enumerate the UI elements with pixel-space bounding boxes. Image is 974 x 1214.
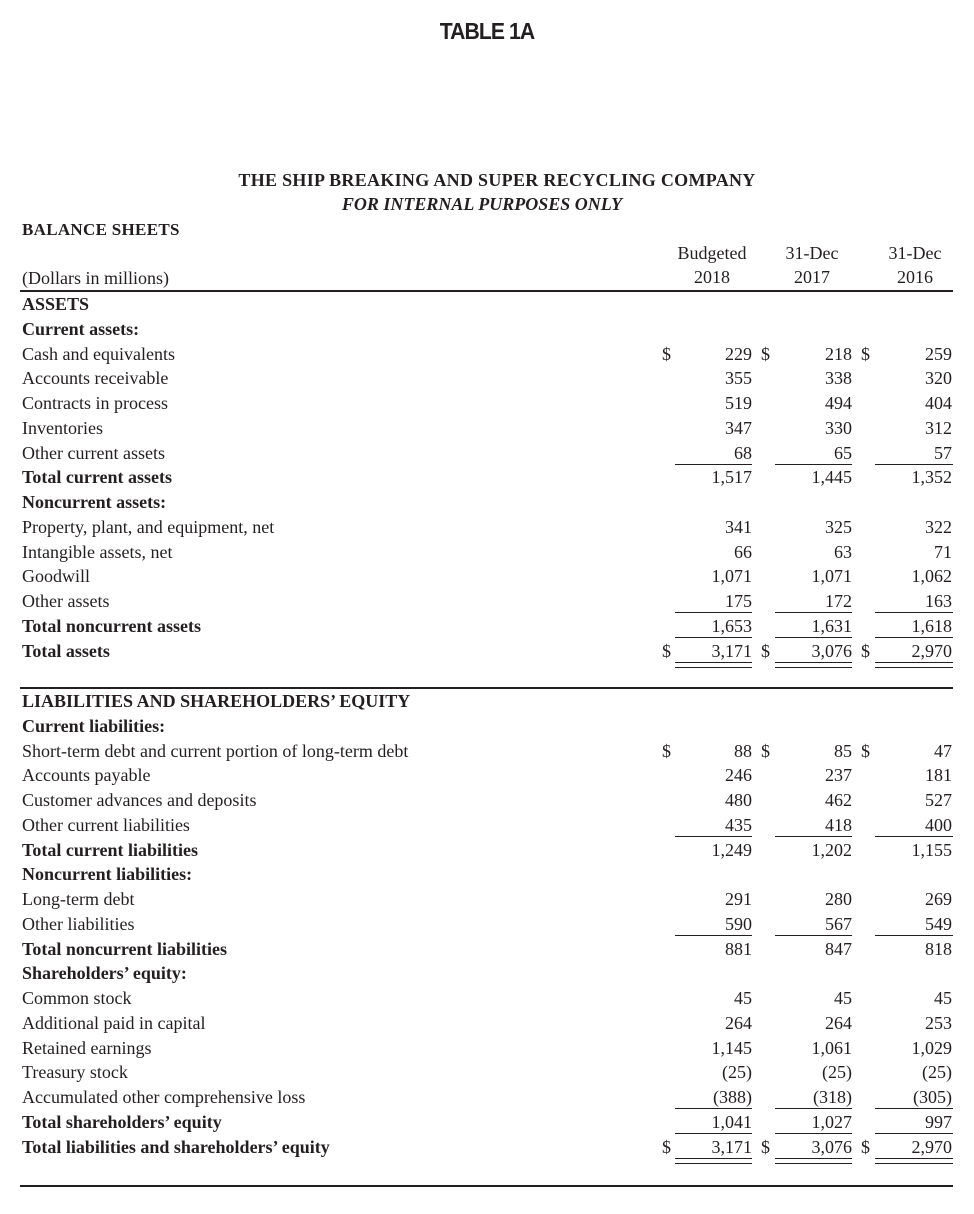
value-cell: 47	[934, 740, 952, 761]
row-label: Accumulated other comprehensive loss	[22, 1087, 306, 1107]
value-cell: 63	[834, 541, 852, 562]
double-underline	[775, 662, 852, 668]
value-cell: 325	[825, 516, 852, 537]
dollar-sign: $	[861, 640, 870, 661]
value-cell: 1,517	[711, 467, 752, 488]
value-cell: (25)	[922, 1062, 952, 1083]
value-cell: 400	[925, 814, 952, 835]
value-cell: 1,145	[711, 1037, 752, 1058]
value-cell: 1,618	[911, 615, 952, 636]
value-cell: 1,631	[811, 615, 852, 636]
table-row-contracts-in-process	[22, 391, 953, 415]
value-cell: 2,970	[911, 640, 952, 661]
table-row-noncurrent-assets	[22, 490, 953, 514]
table-row-current-assets	[22, 317, 953, 341]
value-cell: 404	[925, 393, 952, 413]
row-label: Accounts payable	[22, 765, 151, 786]
table-row-additional-paid-in-capital	[22, 1011, 953, 1035]
value-cell: 3,171	[711, 640, 752, 661]
column-header-line2: 2018	[694, 267, 730, 287]
value-cell: 1,027	[811, 1111, 852, 1132]
value-cell: 237	[825, 765, 852, 786]
table-row-inventories	[22, 416, 953, 440]
row-label: Other assets	[22, 591, 110, 611]
double-underline	[875, 1158, 953, 1164]
bottom-rule	[20, 1185, 953, 1187]
value-cell: 3,076	[811, 640, 852, 661]
table-row-goodwill	[22, 564, 953, 588]
table-row-total-current-liabilities	[22, 838, 953, 862]
value-cell: 229	[725, 343, 752, 364]
table-row-shareholders-equity	[22, 961, 953, 985]
table-row-current-liabilities	[22, 714, 953, 738]
table-row-cash-and-equivalents	[22, 342, 953, 366]
value-cell: 1,352	[911, 467, 952, 488]
purpose-note: FOR INTERNAL PURPOSES ONLY	[341, 194, 623, 214]
value-cell: 45	[934, 988, 952, 1008]
row-label: Total current liabilities	[22, 839, 199, 860]
table-row-other-liabilities	[22, 912, 953, 936]
row-label: Additional paid in capital	[22, 1012, 206, 1033]
value-cell: 1,249	[711, 839, 752, 860]
row-label: Total liabilities and shareholders’ equity	[22, 1136, 330, 1157]
table-row-intangible-assets-net	[22, 540, 953, 564]
column-header-line1: Budgeted	[677, 243, 747, 263]
value-cell: 264	[725, 1012, 752, 1033]
value-cell: 3,171	[711, 1136, 752, 1157]
value-cell: 847	[825, 938, 852, 959]
column-header-budgeted-2018	[657, 241, 767, 289]
value-cell: 1,041	[711, 1111, 752, 1132]
double-underline	[875, 662, 953, 668]
value-cell: 320	[925, 368, 952, 389]
table-row-retained-earnings	[22, 1036, 953, 1060]
units-label: (Dollars in millions)	[22, 268, 169, 288]
table-row-accumulated-other-comprehensive-loss	[22, 1085, 953, 1109]
row-label: Cash and equivalents	[22, 343, 175, 364]
value-cell: 218	[825, 343, 852, 364]
table-row-property-plant-and-equipment-net	[22, 515, 953, 539]
value-cell: 269	[925, 889, 952, 909]
dollar-sign: $	[761, 740, 770, 761]
table-title: TABLE 1A	[439, 18, 535, 44]
value-cell: 280	[825, 889, 852, 909]
value-cell: (25)	[722, 1062, 752, 1083]
double-underline	[675, 662, 752, 668]
value-cell: 330	[825, 417, 852, 438]
row-label: Goodwill	[22, 566, 91, 587]
row-label: Total assets	[22, 640, 110, 661]
dollar-sign: $	[761, 1136, 770, 1157]
column-header-line1: 31-Dec	[785, 243, 839, 263]
value-cell: 997	[925, 1111, 952, 1132]
value-cell: 253	[925, 1012, 952, 1033]
dollar-sign: $	[761, 640, 770, 661]
value-cell: (388)	[713, 1087, 752, 1107]
value-cell: 590	[725, 913, 752, 934]
row-label: Property, plant, and equipment, net	[22, 516, 275, 537]
dollar-sign: $	[662, 740, 671, 761]
row-label: Total noncurrent assets	[22, 615, 202, 636]
column-header-line2: 2017	[794, 267, 830, 287]
dollar-sign: $	[861, 740, 870, 761]
row-label: Inventories	[22, 417, 103, 438]
row-label: Current liabilities:	[22, 715, 166, 736]
row-label: Customer advances and deposits	[22, 790, 257, 810]
value-cell: 1,071	[811, 566, 852, 587]
value-cell: 181	[925, 765, 952, 786]
value-cell: 881	[725, 938, 752, 959]
value-cell: 480	[725, 790, 752, 810]
value-cell: 312	[925, 417, 952, 438]
value-cell: 1,029	[911, 1037, 952, 1058]
value-cell: 418	[825, 814, 852, 835]
table-row-long-term-debt	[22, 887, 953, 911]
dollar-sign: $	[662, 640, 671, 661]
value-cell: 88	[734, 740, 752, 761]
table-row-accounts-payable	[22, 763, 953, 787]
value-cell: 45	[734, 988, 752, 1008]
value-cell: 494	[825, 393, 852, 413]
value-cell: 291	[725, 889, 752, 909]
value-cell: 3,076	[811, 1136, 852, 1157]
column-header-2016	[860, 241, 970, 289]
value-cell: 71	[934, 541, 952, 562]
value-cell: 1,202	[811, 839, 852, 860]
dollar-sign: $	[861, 343, 870, 364]
value-cell: 519	[725, 393, 752, 413]
row-label: Other liabilities	[22, 913, 135, 934]
row-label: Noncurrent liabilities:	[22, 864, 193, 885]
column-header-2017	[757, 241, 867, 289]
row-label: Total noncurrent liabilities	[22, 938, 228, 959]
row-label: Treasury stock	[22, 1062, 128, 1083]
column-header-line1: 31-Dec	[888, 243, 942, 263]
value-cell: 1,653	[711, 615, 752, 636]
table-row-short-term-debt-and-current-portion-of-long-term-debt	[22, 739, 953, 763]
value-cell: 1,061	[811, 1037, 852, 1058]
value-cell: 264	[825, 1012, 852, 1033]
value-cell: 85	[834, 740, 852, 761]
table-row-total-current-assets	[22, 465, 953, 489]
row-label: Retained earnings	[22, 1037, 152, 1058]
table-row-accounts-receivable	[22, 366, 953, 390]
table-row-total-assets	[22, 639, 953, 663]
dollar-sign: $	[861, 1136, 870, 1157]
table-row-common-stock	[22, 986, 953, 1010]
value-cell: 347	[725, 417, 752, 438]
row-label: Intangible assets, net	[22, 541, 173, 562]
double-underline	[775, 1158, 852, 1164]
value-cell: 172	[825, 591, 852, 611]
value-cell: 355	[725, 368, 752, 389]
table-row-customer-advances-and-deposits	[22, 788, 953, 812]
value-cell: 567	[825, 913, 852, 934]
row-label: Short-term debt and current portion of long-term debt	[22, 740, 409, 761]
value-cell: 818	[925, 938, 952, 959]
table-row-assets	[22, 292, 953, 316]
row-label: Total current assets	[22, 467, 172, 488]
table-row-total-noncurrent-assets	[22, 614, 953, 638]
value-cell: 175	[725, 591, 752, 611]
value-cell: 163	[925, 591, 952, 611]
column-header-line2: 2016	[897, 267, 933, 287]
value-cell: 57	[934, 442, 952, 463]
value-cell: 2,970	[911, 1136, 952, 1157]
value-cell: 45	[834, 988, 852, 1008]
row-label: Accounts receivable	[22, 368, 169, 389]
value-cell: 1,062	[911, 566, 952, 587]
value-cell: 527	[925, 790, 952, 810]
row-label: Noncurrent assets:	[22, 492, 167, 512]
table-row-total-liabilities-and-shareholders-equity	[22, 1135, 953, 1159]
value-cell: 341	[725, 516, 752, 537]
dollar-sign: $	[662, 1136, 671, 1157]
row-label: LIABILITIES AND SHAREHOLDERS’ EQUITY	[22, 691, 411, 711]
row-label: ASSETS	[22, 294, 90, 314]
row-label: Current assets:	[22, 318, 140, 339]
value-cell: 1,071	[711, 566, 752, 587]
sheet-title: BALANCE SHEETS	[22, 220, 180, 239]
row-label: Total shareholders’ equity	[22, 1111, 222, 1132]
dollar-sign: $	[662, 343, 671, 364]
row-label: Common stock	[22, 988, 132, 1008]
value-cell: 68	[734, 442, 752, 463]
value-cell: 259	[925, 343, 952, 364]
value-cell: (25)	[822, 1062, 852, 1083]
double-underline	[675, 1158, 752, 1164]
value-cell: (318)	[813, 1087, 852, 1107]
value-cell: 435	[725, 814, 752, 835]
table-row-liabilities-and-shareholders-equity	[22, 689, 953, 713]
row-label: Contracts in process	[22, 393, 168, 413]
table-row-treasury-stock	[22, 1060, 953, 1084]
row-label: Long-term debt	[22, 889, 135, 909]
value-cell: 66	[734, 541, 752, 562]
dollar-sign: $	[761, 343, 770, 364]
table-row-other-assets	[22, 589, 953, 613]
value-cell: 549	[925, 913, 952, 934]
value-cell: (305)	[913, 1087, 952, 1107]
value-cell: 1,155	[911, 839, 952, 860]
value-cell: 246	[725, 765, 752, 786]
row-label: Shareholders’ equity:	[22, 963, 187, 984]
value-cell: 462	[825, 790, 852, 810]
row-label: Other current assets	[22, 442, 165, 463]
table-row-other-current-liabilities	[22, 813, 953, 837]
value-cell: 338	[825, 368, 852, 389]
table-row-noncurrent-liabilities	[22, 862, 953, 886]
table-row-total-shareholders-equity	[22, 1110, 953, 1134]
company-name: THE SHIP BREAKING AND SUPER RECYCLING COMPANY	[238, 170, 756, 190]
table-row-other-current-assets	[22, 441, 953, 465]
table-row-total-noncurrent-liabilities	[22, 937, 953, 961]
row-label: Other current liabilities	[22, 814, 190, 835]
value-cell: 65	[834, 442, 852, 463]
value-cell: 1,445	[811, 467, 852, 488]
value-cell: 322	[925, 516, 952, 537]
